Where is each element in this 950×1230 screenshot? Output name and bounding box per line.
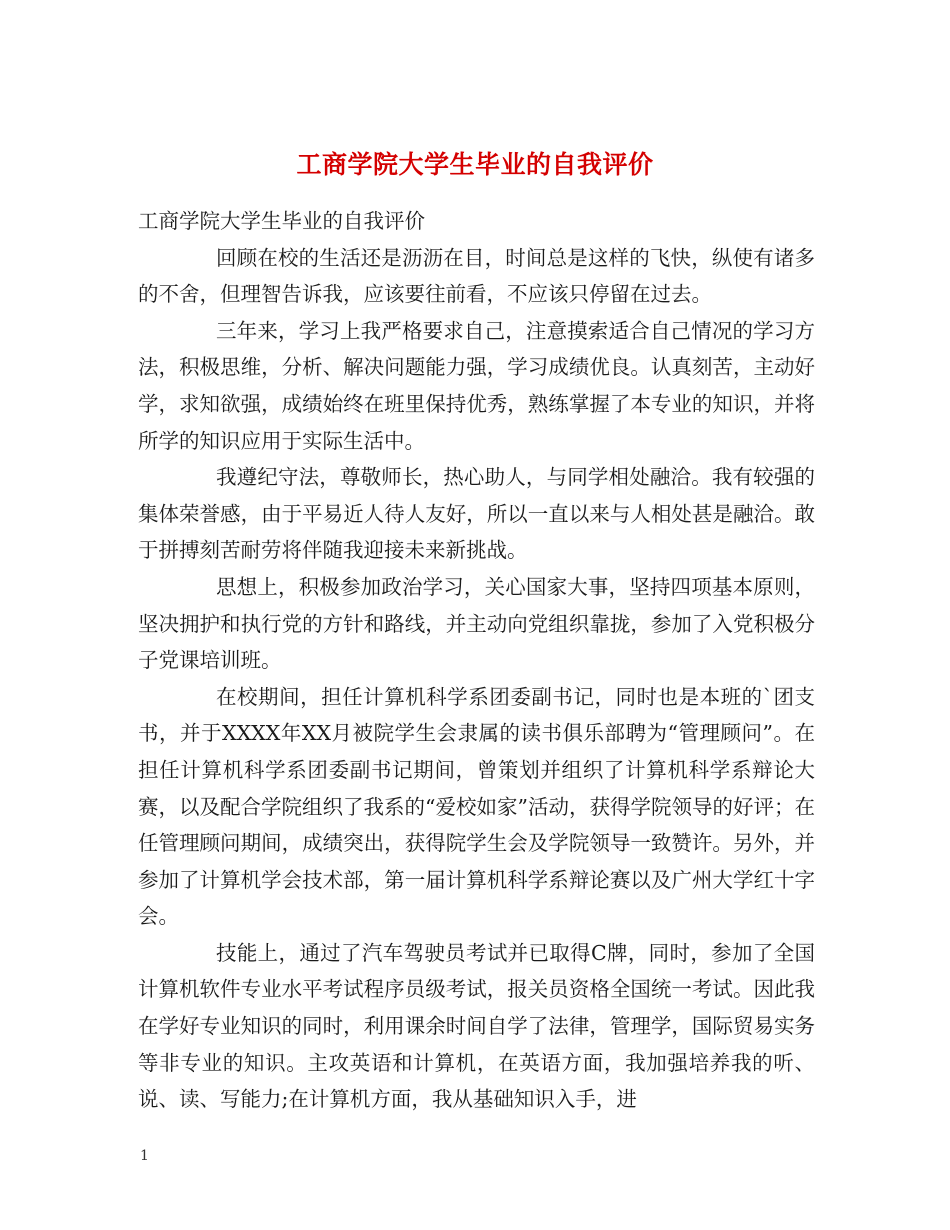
document-body [138, 203, 815, 1118]
paragraph-study: 三年来，学习上我严格要求自己，注意摸索适合自己情况的学习方法，积极思维，分析、解决问题能力强，学习成绩优良。认真刻苦，主动好学，求知欲强，成绩始终在班里保持优秀，熟练掌握了本专业的知识，并将所学的知识应用于实际生活中。 [138, 318, 815, 453]
paragraph-conduct: 我遵纪守法，尊敬师长，热心助人，与同学相处融洽。我有较强的集体荣誉感，由于平易近人待人友好，所以一直以来与人相处甚是融洽。敢于拼搏刻苦耐劳将伴随我迎接未来新挑战。 [138, 465, 815, 563]
paragraph-review: 回顾在校的生活还是沥沥在目，时间总是这样的飞快，纵使有诸多的不舍，但理智告诉我，应该要往前看，不应该只停留在过去。 [138, 245, 815, 307]
paragraph-campus-roles: 在校期间，担任计算机科学系团委副书记，同时也是本班的`团支书，并于XXXX年XX月被院学生会隶属的读书俱乐部聘为“管理顾问”。在担任计算机科学系团委副书记期间，曾策划并组织了计算机科学系辩论大赛，以及配合学院组织了我系的“爱校如家”活动，获得学院领导的好评；在任管理顾问期间，成绩突出，获得院学生会及学院领导一致赞许。另外，并参加了计算机学会技术部，第一届计算机科学系辩论赛以及广州大学红十字会。 [138, 684, 815, 929]
paragraph-skills: 技能上，通过了汽车驾驶员考试并已取得C牌，同时，参加了全国计算机软件专业水平考试程序员级考试，报关员资格全国统一考试。因此我在学好专业知识的同时，利用课余时间自学了法律，管理学，国际贸易实务等非专业的知识。主攻英语和计算机，在英语方面，我加强培养我的听、说、读、写能力;在计算机方面，我从基础知识入手，进 [138, 940, 815, 1112]
paragraph-ideology: 思想上，积极参加政治学习，关心国家大事，坚持四项基本原则，坚决拥护和执行党的方针和路线，并主动向党组织靠拢，参加了入党积极分子党课培训班。 [138, 574, 815, 673]
page-number: 1 [140, 1148, 149, 1164]
document-title: 工商学院大学生毕业的自我评价 [296, 149, 654, 179]
document-subtitle: 工商学院大学生毕业的自我评价 [138, 209, 425, 233]
